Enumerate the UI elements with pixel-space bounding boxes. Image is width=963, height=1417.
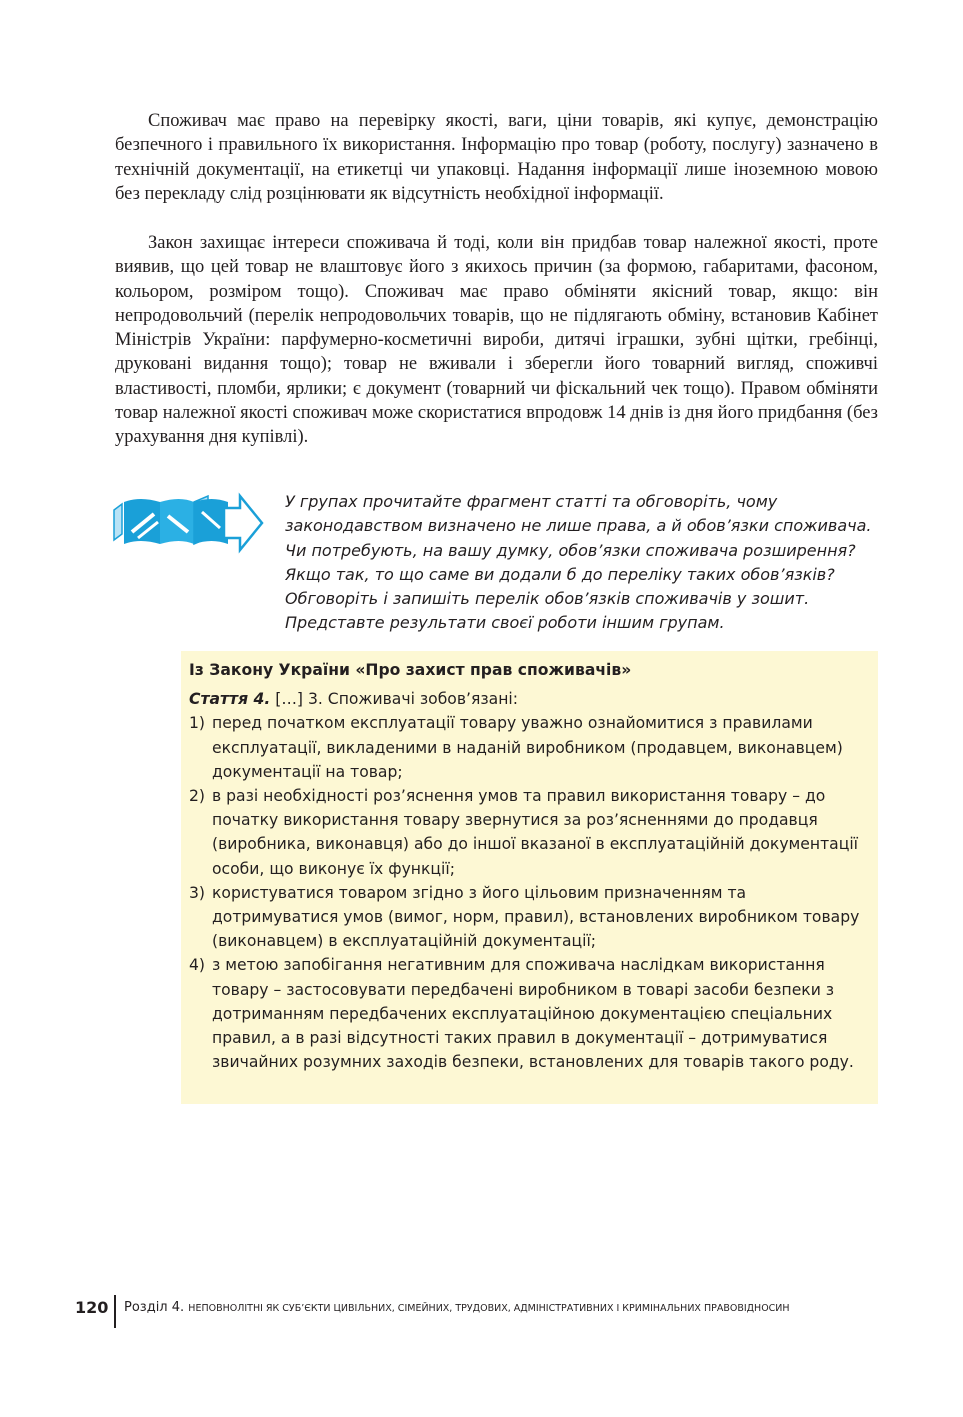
article-number: Стаття 4.	[189, 690, 271, 709]
task-line: Якщо так, то що саме ви додали б до переліку таких обов’язків?	[285, 564, 835, 584]
page-footer	[0, 1291, 963, 1331]
running-footer	[124, 1300, 790, 1315]
task-line: У групах прочитайте фрагмент статті та обговоріть, чому	[285, 492, 778, 511]
task-line: законодавством визначено не лише права, а й обов’язки споживача.	[285, 516, 872, 536]
page-number: 120	[75, 1298, 109, 1317]
section-label: Розділ 4.	[124, 1300, 185, 1315]
list-item-number: 3)	[189, 883, 206, 902]
paragraph-exchange-rights: Закон захищає інтереси споживача й тоді, коли він придбав товар належної якості, проте виявив, що цей товар не влаштовує його з якихось причин (за формою, габаритами, фасоном, кольором, розміром тощо). Споживач має право обміняти якісний товар, якщо: він непродовольчий (перелік непродовольчих товарів, що не підлягають обміну, встановив Кабінет Міністрів України: парфумерно-косметичні вироби, дитячі іграшки, зубні щітки, гребінці, друковані видання тощо); товар не вживали і зберегли його товарний вигляд, споживчі властивості, пломби, ярлики; є документ (товарний чи фіскальний чек тощо). Правом обміняти товар належної якості споживач може скористатися впродовж 14 днів із дня його придбання (без урахування дня купівлі).	[115, 233, 878, 448]
list-item	[189, 784, 870, 881]
list-item-number: 2)	[189, 787, 206, 806]
law-excerpt-box	[181, 651, 878, 1104]
task-line: Представте результати своєї роботи іншим групам.	[285, 613, 725, 633]
list-item-text: перед початком експлуатації товару уважно ознайомитися з правилами експлуатації, викладеними в наданій виробником (продавцем, виконавцем) документації на товар;	[212, 714, 843, 781]
list-item	[189, 711, 870, 784]
list-item	[189, 881, 870, 954]
list-item-number: 4)	[189, 956, 206, 975]
group-work-books-arrow-icon	[112, 492, 264, 554]
task-line: Чи потребують, на вашу думку, обов’язки споживача розширення?	[285, 540, 856, 560]
law-title: Із Закону України «Про захист прав споживачів»	[189, 661, 632, 679]
article-lead-text: […] 3. Споживачі зобов’язані:	[270, 690, 519, 709]
paragraph-consumer-rights: Споживач має право на перевірку якості, ваги, ціни товарів, які купує, демонстрацію безпечного і правильного їх використання. Інформацію про товар (роботу, послугу) зазначено в технічній документації, на етикетці чи упаковці. Надання інформації лише іноземною мовою без перекладу слід розцінювати як відсутність необхідної інформації.	[115, 111, 878, 204]
list-item-number: 1)	[189, 714, 206, 733]
list-item-text: з метою запобігання негативним для споживача наслідкам використання товару – застосовувати передбачені виробником в товарі засоби безпеки з дотриманням передбачених експлуатаційною документацією спеціальних правил, а в разі відсутності таких правил в документації – дотримуватися звичайних розумних заходів безпеки, встановлених для товарів такого роду.	[212, 956, 854, 1072]
task-line: Обговоріть і запишіть перелік обов’язків споживачів у зошит.	[285, 589, 810, 609]
list-item-text: користуватися товаром згідно з його цільовим призначенням та дотримуватися умов (вимог, норм, правил), встановлених виробником товару (виконавцем) в експлуатаційній документації;	[212, 883, 860, 951]
list-item-text: в разі необхідності роз’яснення умов та правил використання товару – до початку використання товару звернутися за роз’ясненнями до продавця (виробника, виконавця) або до іншої вказаної в експлуатаційній документації особи, що виконує їх функції;	[212, 787, 859, 878]
list-item	[189, 953, 870, 1074]
footer-divider	[114, 1295, 116, 1328]
group-task	[285, 490, 885, 636]
section-title: НЕПОВНОЛІТНІ ЯК СУБ’ЄКТИ ЦИВІЛЬНИХ, СІМЕЙНИХ, ТРУДОВИХ, АДМІНІСТРАТИВНИХ І КРИМІНАЛЬНИХ ПРАВОВІДНОСИН	[188, 1303, 790, 1314]
law-article-lead	[189, 687, 870, 711]
duties-list	[189, 711, 870, 1074]
